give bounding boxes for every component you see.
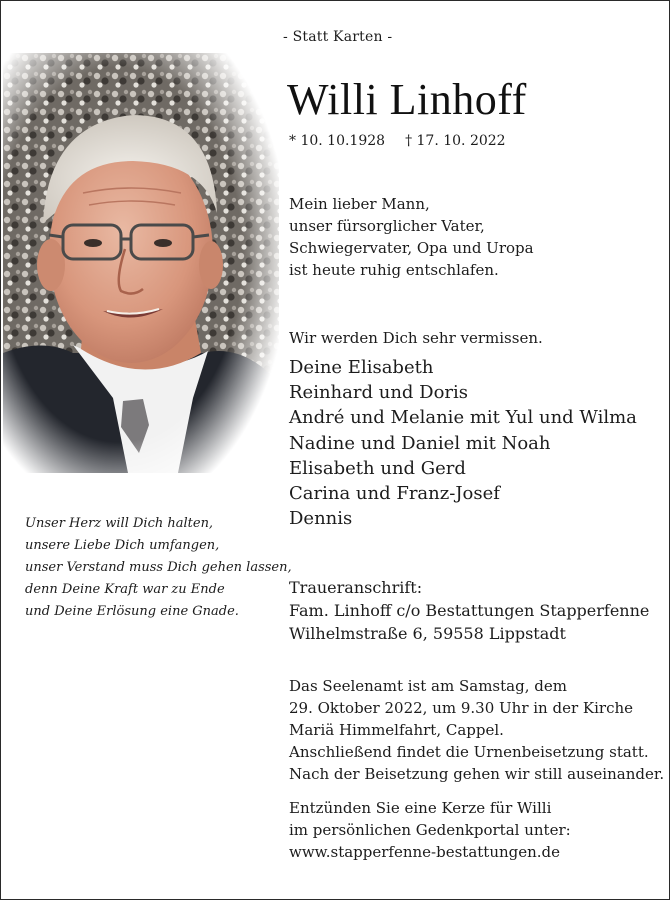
address-line: Fam. Linhoff c/o Bestattungen Stapperfenne bbox=[289, 601, 650, 620]
mourner: Nadine und Daniel mit Noah bbox=[289, 432, 551, 454]
intro-text bbox=[289, 193, 534, 281]
poem-line: und Deine Erlösung eine Gnade. bbox=[25, 604, 239, 619]
candle-line: Entzünden Sie eine Kerze für Willi bbox=[289, 799, 552, 817]
candle-portal bbox=[289, 797, 571, 863]
poem-line: unser Verstand muss Dich gehen lassen, bbox=[25, 560, 292, 575]
life-dates bbox=[289, 133, 506, 149]
service-line: 29. Oktober 2022, um 9.30 Uhr in der Kirche bbox=[289, 699, 634, 717]
miss-text: Wir werden Dich sehr vermissen. bbox=[289, 329, 543, 347]
mourner: André und Melanie mit Yul und Wilma bbox=[289, 407, 637, 429]
address-line: Wilhelmstraße 6, 59558 Lippstadt bbox=[289, 624, 566, 643]
address-line: Traueranschrift: bbox=[289, 578, 423, 597]
poem-line: Unser Herz will Dich halten, bbox=[25, 516, 214, 531]
mourner: Reinhard und Doris bbox=[289, 382, 469, 404]
mourner: Deine Elisabeth bbox=[289, 357, 434, 378]
mourner: Dennis bbox=[289, 508, 353, 530]
candle-line: im persönlichen Gedenkportal unter: bbox=[289, 821, 571, 839]
death-date: † 17. 10. 2022 bbox=[405, 133, 506, 149]
intro-line: Schwiegervater, Opa und Uropa bbox=[289, 239, 534, 257]
intro-line: ist heute ruhig entschlafen. bbox=[289, 261, 499, 279]
birth-date: * 10. 10.1928 bbox=[289, 133, 386, 149]
intro-line: Mein lieber Mann, bbox=[289, 195, 430, 213]
mourner: Carina und Franz-Josef bbox=[289, 483, 500, 505]
memorial-poem bbox=[25, 513, 292, 623]
service-line: Anschließend findet die Urnenbeisetzung statt. bbox=[289, 743, 649, 761]
service-line: Mariä Himmelfahrt, Cappel. bbox=[289, 721, 504, 739]
miss-line bbox=[289, 327, 543, 349]
deceased-name: Willi Linhoff bbox=[287, 75, 527, 124]
portal-url[interactable]: www.stapperfenne-bestattungen.de bbox=[289, 843, 561, 861]
service-info bbox=[289, 675, 664, 785]
mourning-address bbox=[289, 576, 649, 645]
intro-line: unser fürsorglicher Vater, bbox=[289, 217, 485, 235]
tagline: - Statt Karten - bbox=[283, 29, 393, 45]
mourner: Elisabeth und Gerd bbox=[289, 457, 466, 479]
portrait-photo bbox=[3, 53, 279, 473]
poem-line: denn Deine Kraft war zu Ende bbox=[25, 582, 225, 597]
mourners-list bbox=[289, 355, 637, 531]
service-line: Das Seelenamt ist am Samstag, dem bbox=[289, 677, 567, 695]
service-line: Nach der Beisetzung gehen wir still auseinander. bbox=[289, 765, 665, 783]
poem-line: unsere Liebe Dich umfangen, bbox=[25, 538, 220, 553]
